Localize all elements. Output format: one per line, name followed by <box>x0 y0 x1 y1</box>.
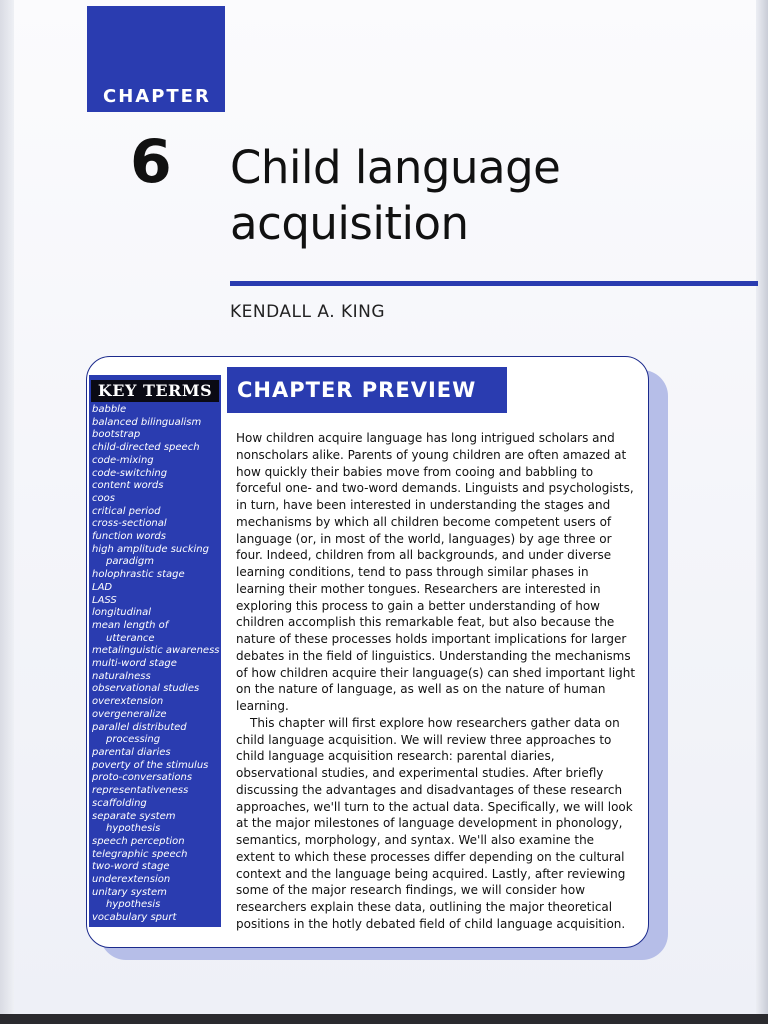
key-term-item: parallel distributed <box>92 721 187 733</box>
key-term-item: cross-sectional <box>92 518 167 530</box>
key-term-item: holophrastic stage <box>92 569 185 581</box>
key-terms-heading: KEY TERMS <box>91 380 219 402</box>
key-term-item: metalinguistic awareness <box>92 645 220 657</box>
key-term-item: multi-word stage <box>92 658 177 670</box>
key-term-item: child-directed speech <box>92 442 200 454</box>
key-term-item: processing <box>106 734 161 746</box>
preview-paragraph-2: This chapter will first explore how researchers gather data on child language acquisition. We will review three approaches to child language acquisition research: parental diaries, observational studies, and experimental studies. After briefly discussing the advantages and disadvantages of these research approaches, we'll turn to the actual data. Specifically, we will look at the major milestones of language development in phonology, semantics, morphology, and syntax. We'll also examine the extent to which these processes differ depending on the cultural context and the language being acquired. Lastly, after reviewing some of the major research findings, we will consider how researchers explain these data, outlining the major theoretical positions in the hotly debated field of child language acquisition. <box>236 715 633 931</box>
key-term-item: proto-conversations <box>92 772 193 784</box>
key-term-item: high amplitude sucking <box>92 543 209 555</box>
key-term-item: observational studies <box>92 683 200 695</box>
key-term-item: unitary system <box>92 886 167 898</box>
key-term-item: separate system <box>92 810 176 822</box>
preview-paragraph-1: How children acquire language has long intrigued scholars and nonscholars alike. Parents of young children are often amazed at how quickly their babies move from cooing and babbling to forceful one- and two-word demands. Linguists and psychologists, in turn, have been interested in understanding the stages and mechanisms by which all children become competent users of language (or, in most of the world, languages) by age three or four. Indeed, children from all backgrounds, and under diverse learning conditions, tend to pass through similar phases in learning their mother tongues. Researchers are interested in exploring this process to gain a better understanding of how children accomplish this remarkable feat, but also because the nature of these processes holds important implications for larger debates in the field of linguistics. Understanding the mechanisms of how children acquire their language(s) can shed important light on the nature of language, as well as on the nature of human learning. <box>236 431 636 713</box>
key-term-item: parental diaries <box>92 746 171 758</box>
key-term-item: babble <box>92 404 127 415</box>
key-term-item: underextension <box>92 874 171 886</box>
key-term-item: content words <box>92 480 164 492</box>
key-term-item: overgeneralize <box>92 708 167 720</box>
key-term-item: naturalness <box>92 670 151 682</box>
key-term-item: hypothesis <box>106 899 161 911</box>
page-right-edge <box>756 0 768 1024</box>
key-term-item: coos <box>92 492 115 504</box>
key-term-item: representativeness <box>92 785 189 797</box>
key-term-item: hypothesis <box>106 823 161 835</box>
key-terms-list <box>92 404 222 925</box>
key-term-item: speech perception <box>92 835 185 847</box>
key-term-item: LASS <box>92 594 117 606</box>
page-left-edge <box>0 0 14 1024</box>
key-term-item: telegraphic speech <box>92 848 188 860</box>
chapter-title-line-2: acquisition <box>230 197 469 250</box>
chapter-title <box>230 140 690 252</box>
chapter-preview-heading: CHAPTER PREVIEW <box>227 367 507 413</box>
key-term-item: scaffolding <box>92 797 147 809</box>
page-bottom-edge <box>0 1014 768 1024</box>
key-term-item: two-word stage <box>92 861 170 873</box>
key-term-item: poverty of the stimulus <box>92 759 209 771</box>
title-rule <box>230 281 758 286</box>
chapter-title-line-1: Child language <box>230 141 561 194</box>
key-term-item: code-mixing <box>92 454 154 466</box>
key-term-item: LAD <box>92 581 113 593</box>
key-term-item: balanced bilingualism <box>92 416 202 428</box>
key-term-item: code-switching <box>92 467 168 479</box>
key-term-item: mean length of <box>92 619 169 631</box>
chapter-label: CHAPTER <box>103 86 211 107</box>
key-term-item: vocabulary spurt <box>92 912 177 924</box>
key-term-item: longitudinal <box>92 607 151 619</box>
key-term-item: utterance <box>106 632 155 644</box>
key-term-item: paradigm <box>106 556 154 568</box>
chapter-preview-body <box>236 430 636 933</box>
key-term-item: function words <box>92 531 166 543</box>
key-term-item: critical period <box>92 505 161 517</box>
author-name: KENDALL A. KING <box>230 302 386 322</box>
key-term-item: bootstrap <box>92 429 141 441</box>
key-term-item: overextension <box>92 696 164 708</box>
chapter-number: 6 <box>130 127 172 197</box>
